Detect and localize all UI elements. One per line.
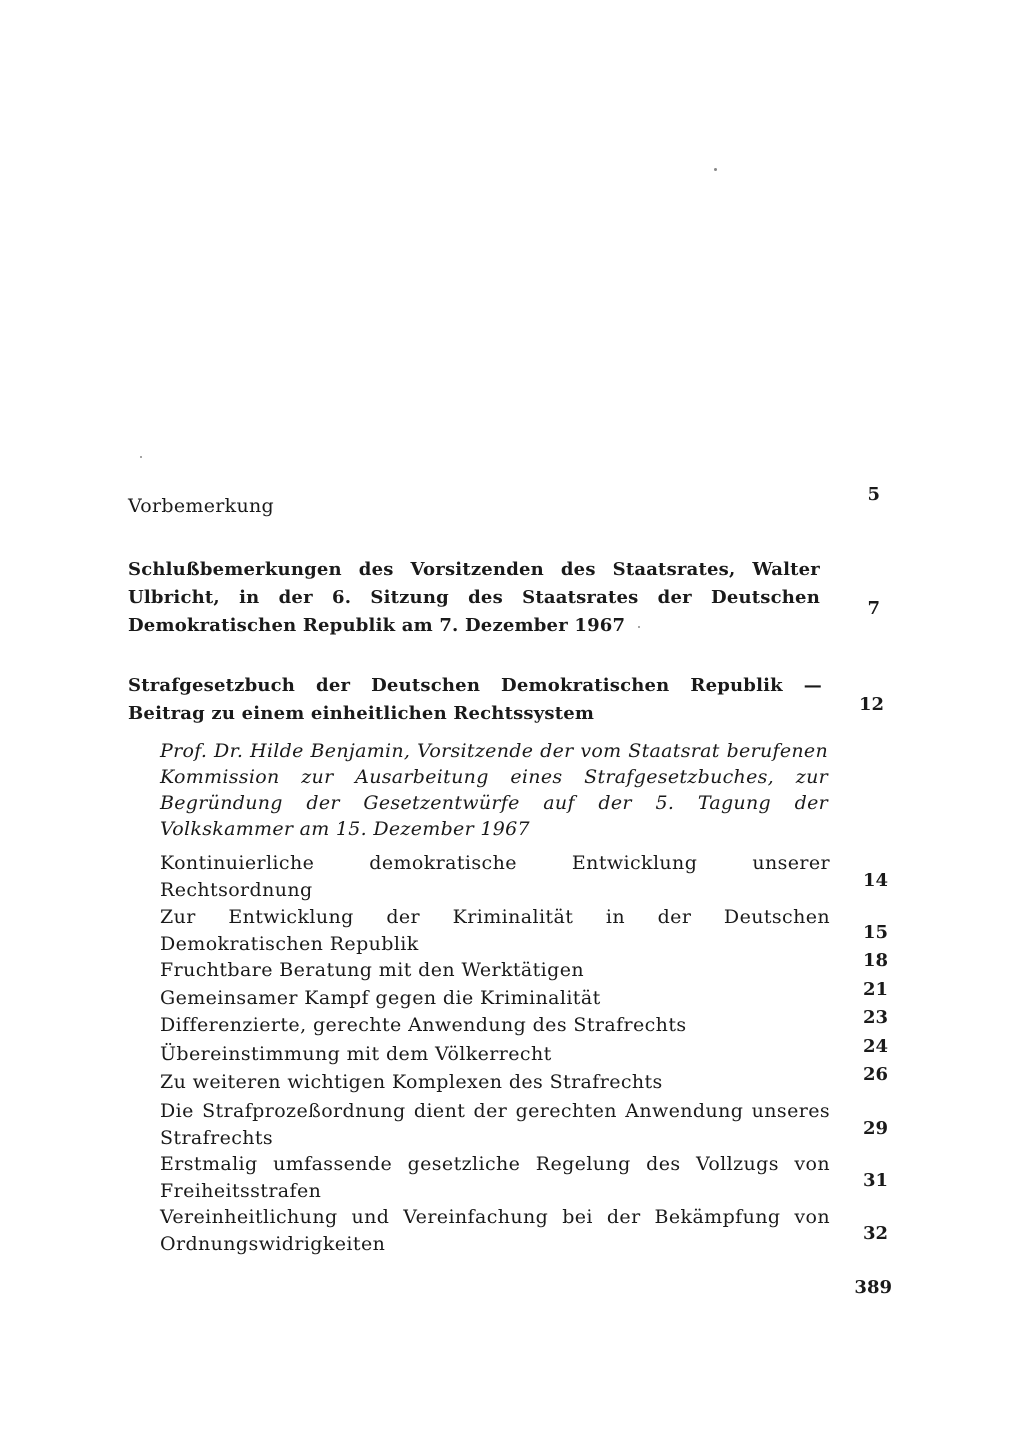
toc-subentry-title: Übereinstimmung mit dem Völkerrecht xyxy=(160,1043,552,1065)
toc-subentry xyxy=(160,957,830,984)
toc-subentry-title: Kontinuierliche demokratische Entwicklung unserer Rechtsordnung xyxy=(160,852,830,901)
toc-subentry-title: Zur Entwicklung der Kriminalität in der Deutschen Demokratischen Republik xyxy=(160,906,830,955)
toc-subentry xyxy=(160,1151,830,1205)
toc-page-number: 12 xyxy=(858,694,884,715)
toc-entry-schlussbemerkungen xyxy=(128,556,820,640)
toc-subentry-title: Gemeinsamer Kampf gegen die Kriminalität xyxy=(160,987,601,1009)
toc-subentry-title: Fruchtbare Beratung mit den Werktätigen xyxy=(160,959,584,981)
toc-page-number: 26 xyxy=(862,1064,888,1085)
toc-subentry xyxy=(160,850,830,904)
toc-subentry xyxy=(160,1069,830,1096)
toc-page-number: 29 xyxy=(862,1118,888,1139)
scan-speck xyxy=(140,456,142,458)
toc-page-number: 23 xyxy=(862,1007,888,1028)
footer-page-number: 389 xyxy=(854,1277,892,1298)
toc-page-number: 24 xyxy=(862,1036,888,1057)
toc-subentry-title: Zu weiteren wichtigen Komplexen des Strafrechts xyxy=(160,1071,663,1093)
toc-page-number: 31 xyxy=(862,1170,888,1191)
toc-entry-vorbemerkung xyxy=(128,495,828,517)
scan-speck xyxy=(714,168,717,171)
toc-page-number: 21 xyxy=(862,979,888,1000)
toc-author-note: Prof. Dr. Hilde Benjamin, Vorsitzende der vom Staatsrat berufenen Kommission zur Ausarbeitung eines Strafgesetzbuches, zur Begründung der Gesetzentwürfe auf der 5. Tagung der Volkskammer am 15. Dezember 1967 xyxy=(160,740,828,840)
toc-subentry-title: Vereinheitlichung und Vereinfachung bei der Bekämpfung von Ordnungswidrigkeiten xyxy=(160,1206,830,1255)
toc-subentry-title: Erstmalig umfassende gesetzliche Regelung des Vollzugs von Freiheitsstrafen xyxy=(160,1153,830,1202)
toc-subentry xyxy=(160,1041,830,1068)
toc-page-number: 7 xyxy=(867,598,880,619)
toc-entry-title: Vorbemerkung xyxy=(128,495,274,517)
toc-page-number: 14 xyxy=(862,870,888,891)
toc-entry-title: Schlußbemerkungen des Vorsitzenden des Staatsrates, Walter Ulbricht, in der 6. Sitzung des Staatsrates der Deutschen Demokratischen Republik am 7. Dezember 1967 xyxy=(128,559,820,636)
toc-page-number: 32 xyxy=(862,1223,888,1244)
toc-entry-title: Strafgesetzbuch der Deutschen Demokratischen Republik — Beitrag zu einem einheitlichen Rechtssystem xyxy=(128,675,822,724)
toc-page-number: 18 xyxy=(862,950,888,971)
toc-subentry-title: Die Strafprozeßordnung dient der gerechten Anwendung unseres Strafrechts xyxy=(160,1100,830,1149)
toc-subentry-title: Differenzierte, gerechte Anwendung des Strafrechts xyxy=(160,1014,687,1036)
toc-subentry xyxy=(160,985,830,1012)
toc-subentry xyxy=(160,1098,830,1152)
toc-entry-strafgesetzbuch xyxy=(128,672,822,728)
toc-page-number: 5 xyxy=(867,484,880,505)
toc-page-number: 15 xyxy=(862,922,888,943)
toc-subentry xyxy=(160,904,830,958)
toc-subentry xyxy=(160,1012,830,1039)
toc-subentry xyxy=(160,1204,830,1258)
